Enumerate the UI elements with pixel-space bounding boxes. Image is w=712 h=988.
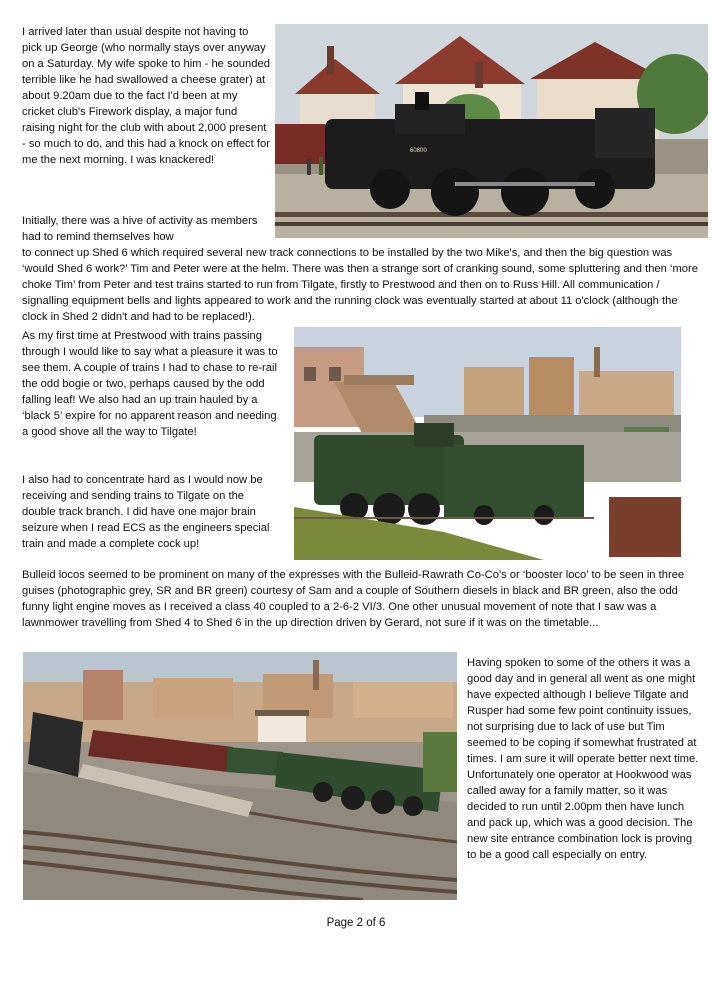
paragraph-tilgate: I also had to concentrate hard as I would now be receiving and sending trains to Tilgate on the double track branch. I did have one major brain seizure when I read ECS as the engineers special train and made a complete cock up! bbox=[22, 474, 270, 550]
paragraph-arrival: I arrived later than usual despite not having to pick up George (who normally stays over anyway on a Saturday. My wife spoke to him - he sounded terrible like he had swallowed a cheese grater) at about 9.20am due to the fact I'd been at my cricket club's Firework display, a major fund raising night for the club with about 2,000 present - so much to do, and this had a knock on effect for me the next morning. I was knackered! bbox=[22, 26, 270, 166]
paragraph-bulleid: Bulleid locos seemed to be prominent on many of the expresses with the Bulleid-Rawrath Co-Co's or ‘booster loco’ to be seen in three guises (photographic grey, SR and BR green) courtesy of Sam and a couple of Southern diesels in black and BR green, also the odd funny light engine moves as I received a class 40 coupled to a 2-6-2 VI/3. One other unusual movement of note that I saw was a lawnmower travelling from Shed 4 to Shed 6 in the up direction driven by Gerard, not sure if it was on the timetable... bbox=[22, 569, 685, 629]
page-footer: Page 2 of 6 bbox=[326, 917, 386, 929]
photo-black-locomotive bbox=[275, 24, 708, 238]
paragraph-summary: Having spoken to some of the others it was a good day and in general all went as one might have expected although I believe Tilgate and Rusper had some few point continuity issues, not surprising due to lack of use but Tim seemed to be coping if somewhat frustrated at times. I am sure it will operate better next time. Unfortunately one operator at Hookwood was called away for a family matter, so it was decided to run until 2.00pm then have lunch and pack up, which was a good decision. The new site entrance combination lock is proving to be a good call especially on entry. bbox=[467, 657, 699, 861]
paragraph-activity: to connect up Shed 6 which required several new track connections to be installed by the two Mike's, and then the big question was ‘would Shed 6 work?’ Tim and Peter were at the helm. There was then a strange sort of cranking sound, some spluttering and then ‘more choke Tim’ from Peter and test trains started to run from Tilgate, firstly to Prestwood and then on to Russ Hill. All communication / signalling equipment bells and lights appeared to work and the running clock was eventually started at about 11 o'clock (although the clock in Shed 2 didn't and had to be replaced!). bbox=[22, 247, 698, 323]
paragraph-activity-intro: Initially, there was a hive of activity as members had to remind themselves how bbox=[22, 215, 258, 243]
photo-layout-overview bbox=[23, 652, 457, 900]
loco-number: 60800 bbox=[410, 148, 427, 154]
photo-station-green-locomotive bbox=[294, 327, 681, 560]
paragraph-prestwood: As my first time at Prestwood with trains passing through I would like to say what a pleasure it was to see them. A couple of trains I had to chase to re-rail the odd bogie or two, perhaps caused by the odd falling leaf! We also had an up train hauled by a ‘black 5’ expire for no apparent reason and needing a good shove all the way to Tilgate! bbox=[22, 330, 278, 438]
